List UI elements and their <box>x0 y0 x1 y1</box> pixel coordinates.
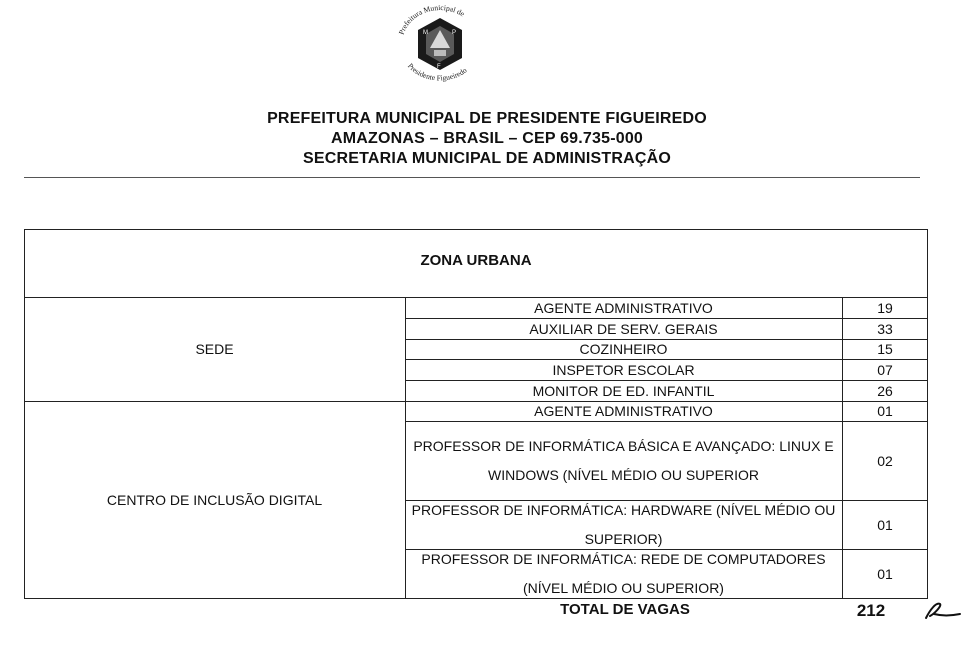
svg-text:F: F <box>437 64 441 70</box>
table-cell-vacancies: 02 <box>877 452 893 469</box>
table-cell-vacancies: 01 <box>877 566 893 582</box>
group-label-centro-inclusao-digital: CENTRO DE INCLUSÃO DIGITAL <box>106 492 323 508</box>
table-cell-vacancies: 19 <box>877 299 893 316</box>
group-label-sede: SEDE <box>195 341 234 357</box>
table-cell-vacancies: 15 <box>877 341 893 357</box>
svg-text:Prefeitura Municipal de: Prefeitura Municipal de <box>396 4 467 36</box>
table-cell-vacancies: 07 <box>877 361 893 378</box>
header-divider <box>24 177 920 178</box>
table-cell-position: AGENTE ADMINISTRATIVO <box>534 299 713 316</box>
table-cell-position: COZINHEIRO <box>579 341 668 357</box>
table-cell-position: INSPETOR ESCOLAR <box>552 361 695 378</box>
table-cell-position: AGENTE ADMINISTRATIVO <box>534 403 713 419</box>
total-label: TOTAL DE VAGAS <box>560 601 690 618</box>
table-cell-position: MONITOR DE ED. INFANTIL <box>532 382 715 399</box>
table-cell-vacancies: 01 <box>877 403 893 419</box>
table-cell-position: PROFESSOR DE INFORMÁTICA: REDE DE COMPUTADORES (NÍVEL MÉDIO OU SUPERIOR) <box>421 551 826 596</box>
table-cell-vacancies: 01 <box>877 516 893 533</box>
handwritten-initials <box>920 598 964 624</box>
header-line-2: AMAZONAS – BRASIL – CEP 69.735-000 <box>330 130 644 147</box>
table-cell-vacancies: 33 <box>877 320 893 337</box>
svg-text:P: P <box>452 30 457 36</box>
table-title: ZONA URBANA <box>420 252 532 269</box>
total-value: 212 <box>856 601 886 620</box>
table-cell-position: AUXILIAR DE SERV. GERAIS <box>529 320 718 337</box>
table-cell-vacancies: 26 <box>877 382 893 399</box>
municipal-seal-logo <box>390 4 490 84</box>
header-line-1: PREFEITURA MUNICIPAL DE PRESIDENTE FIGUEIREDO <box>267 110 707 127</box>
svg-text:Presidente Figueiredo: Presidente Figueiredo <box>405 61 469 83</box>
svg-text:M: M <box>423 30 428 36</box>
table-cell-position: PROFESSOR DE INFORMÁTICA: HARDWARE (NÍVEL MÉDIO OU SUPERIOR) <box>411 501 836 547</box>
header-line-3: SECRETARIA MUNICIPAL DE ADMINISTRAÇÃO <box>303 150 671 167</box>
table-cell-position: PROFESSOR DE INFORMÁTICA BÁSICA E AVANÇADO: LINUX E WINDOWS (NÍVEL MÉDIO OU SUPERIOR <box>413 437 834 483</box>
